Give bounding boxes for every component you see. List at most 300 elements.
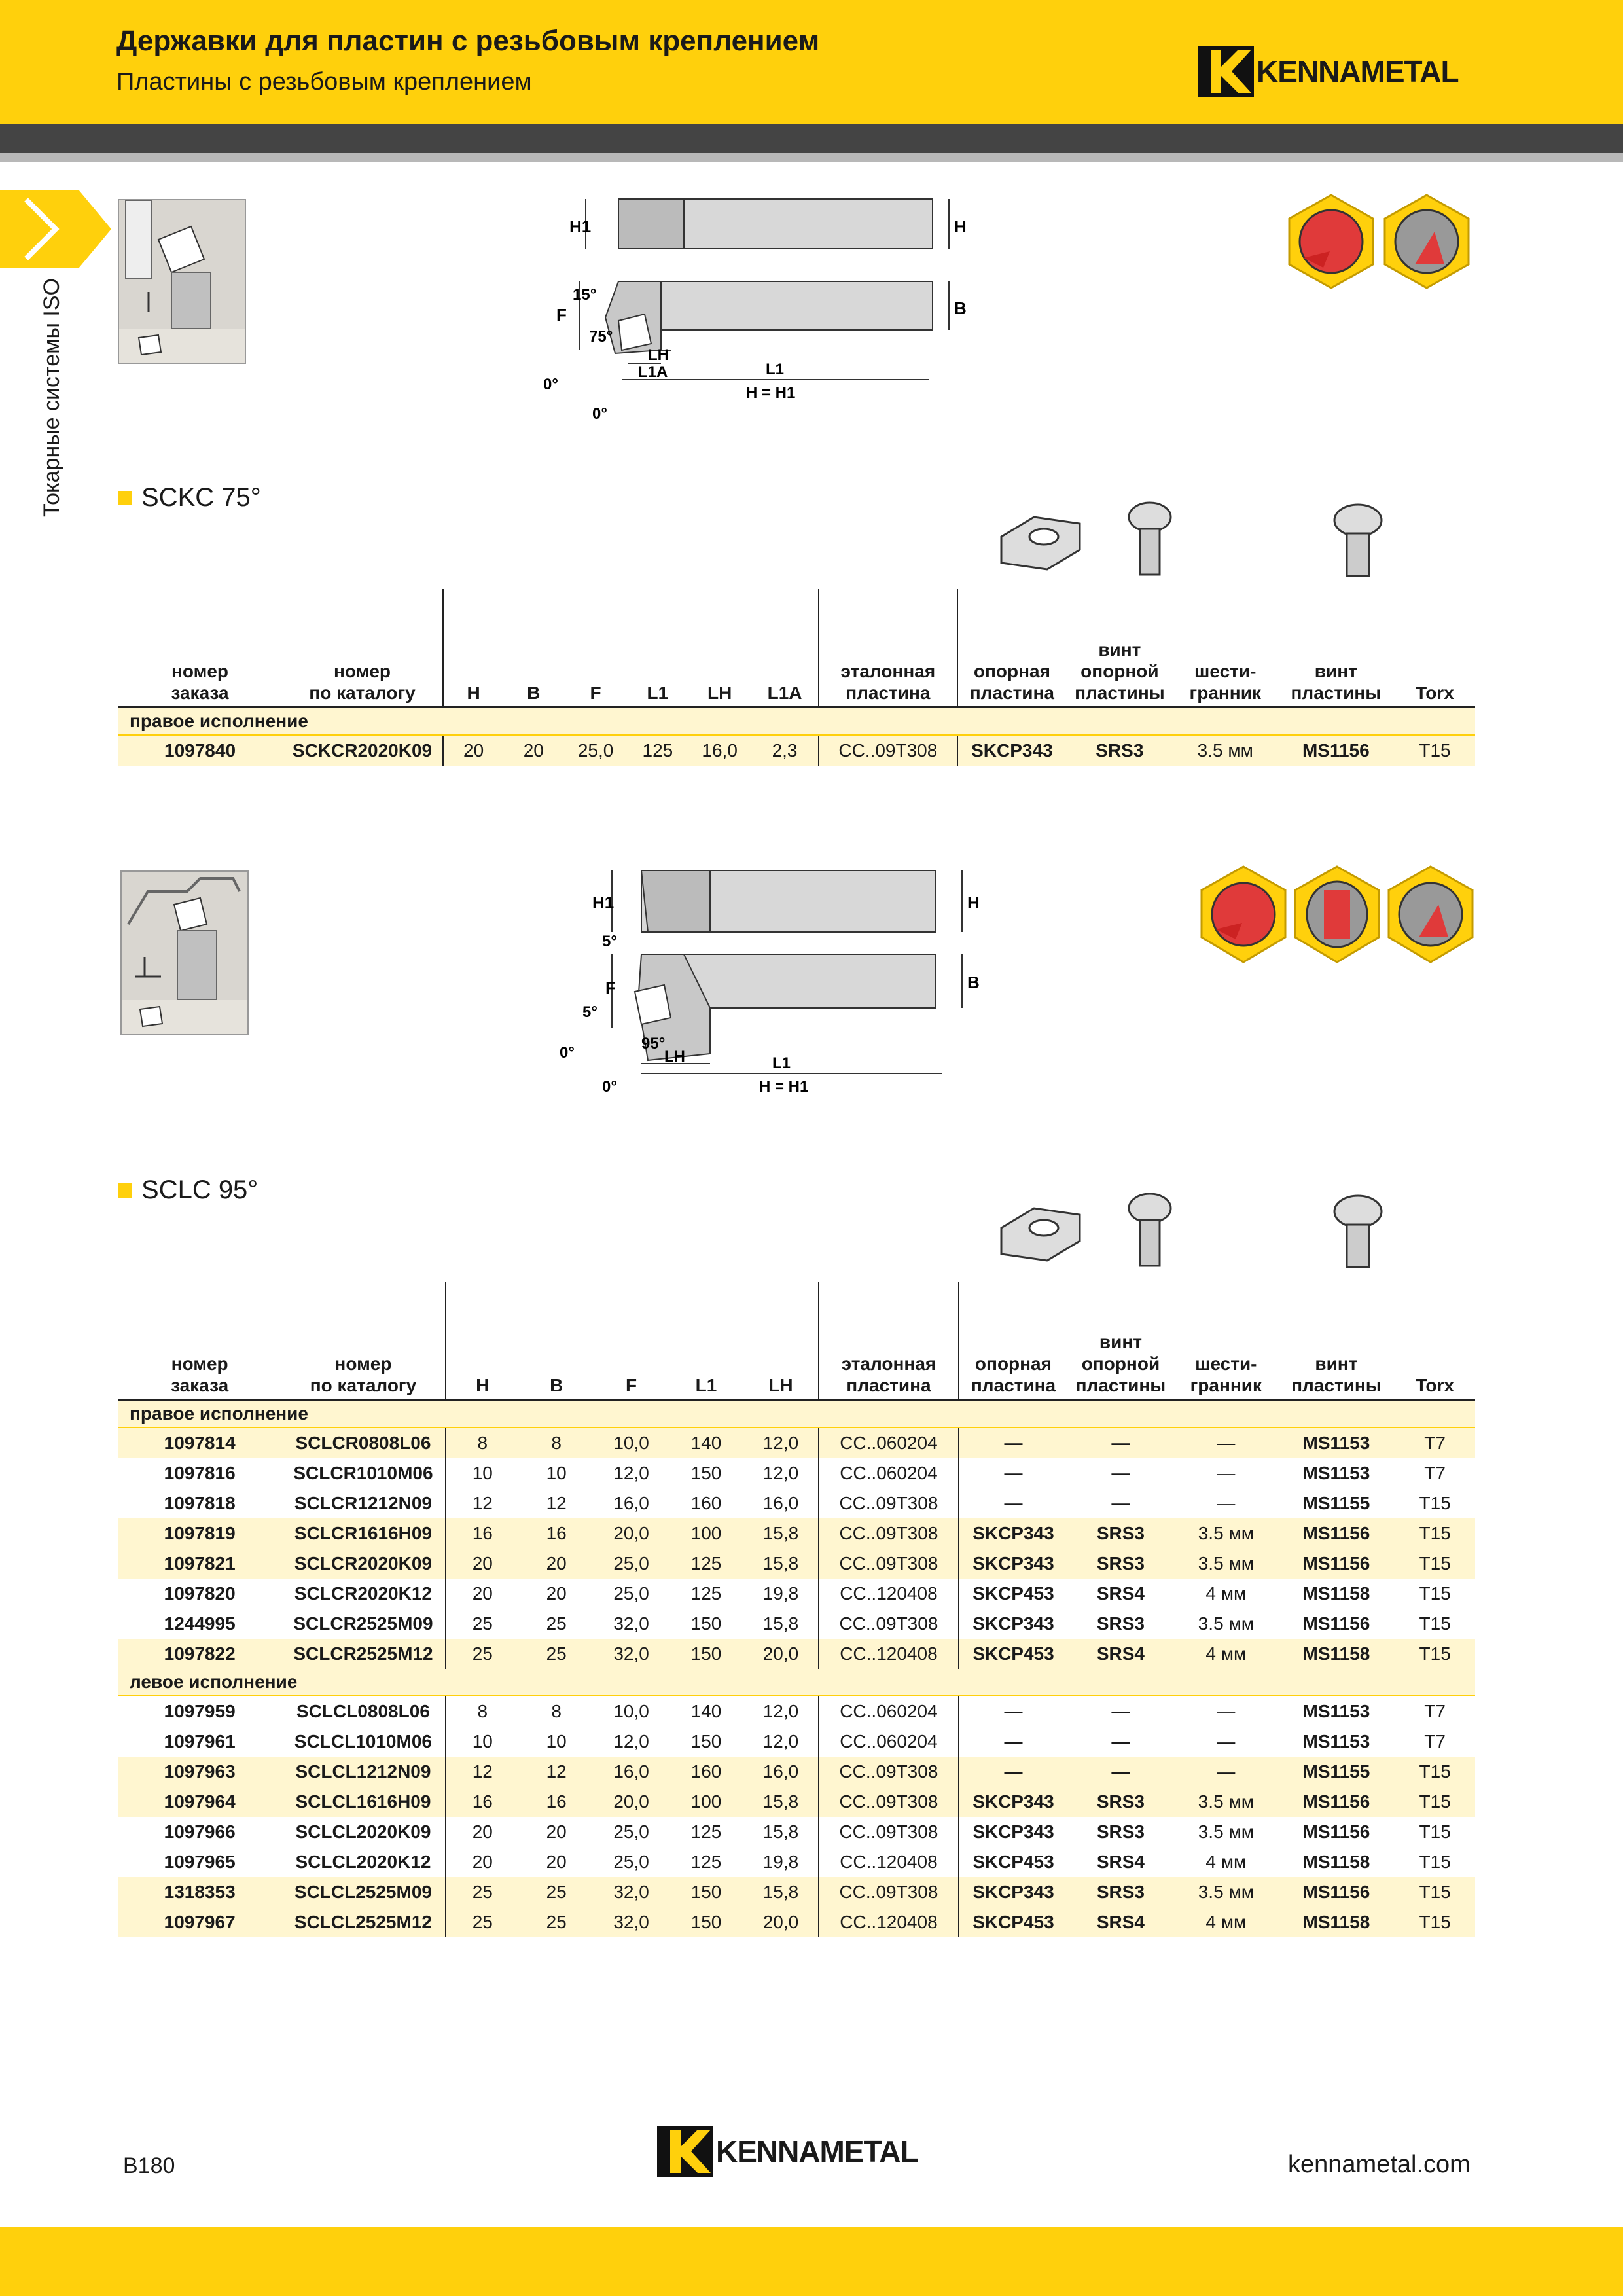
header-dark-band (0, 124, 1623, 153)
cell-B: 10 (546, 1462, 567, 1483)
cell-screw: MS1158 (1302, 1583, 1370, 1604)
col2-hex: шести- гранник (1174, 1282, 1277, 1399)
cell-catalog: SCLCR2020K09 (281, 1549, 445, 1579)
cell-hex: 4 мм (1205, 1583, 1247, 1604)
dim-label-h-eq-h1: H = H1 (746, 384, 796, 402)
operation-icons-1 (1284, 192, 1474, 291)
cell-ref: CC..120408 (819, 1907, 959, 1937)
cell-F: 25,0 (613, 1583, 649, 1604)
cell-H: 20 (446, 1549, 519, 1579)
cell-H: 25 (446, 1639, 519, 1669)
cell-torx: T15 (1395, 1877, 1475, 1907)
header-light-band (0, 153, 1623, 162)
col2-shim: опорная пластина (959, 1282, 1067, 1399)
cell-order: 1097959 (118, 1696, 281, 1727)
cell-catalog: SCKCR2020K09 (282, 735, 443, 766)
col-order-no: номер заказа (118, 589, 282, 707)
dim-label-75deg: 75° (589, 328, 613, 346)
cell-L1: 150 (669, 1907, 743, 1937)
tool-application-thumbnail-2 (120, 870, 249, 1035)
dim2-label-h: H (967, 893, 980, 912)
operation-icons-2 (1196, 864, 1478, 965)
col-l1: L1 (628, 589, 688, 707)
cell-H: 20 (446, 1817, 519, 1847)
table-row (118, 1817, 1475, 1847)
cell-order: 1097963 (118, 1757, 281, 1787)
cell-shim: SKCP343 (959, 1787, 1067, 1817)
shim-icon-2 (1001, 1208, 1080, 1261)
page-subtitle: Пластины с резьбовым креплением (116, 68, 532, 96)
cell-screw: MS1156 (1302, 1613, 1370, 1634)
cell-L1: 150 (669, 1877, 743, 1907)
insert-screw-icon (1334, 505, 1382, 576)
cell-LH: 16,0 (743, 1757, 818, 1787)
cell-catalog: SCLCR2020K12 (294, 1583, 432, 1604)
cell-L1: 160 (669, 1757, 743, 1787)
cell-H: 25 (446, 1907, 519, 1937)
header-logo (1198, 46, 1459, 97)
cell-shim: SKCP453 (959, 1579, 1067, 1609)
profiling-operation-icon (1295, 867, 1379, 962)
cell-catalog: SCLCL1212N09 (281, 1757, 445, 1787)
col2-f: F (594, 1282, 668, 1399)
cell-H: 20 (443, 735, 503, 766)
cell-hex: — (1174, 1427, 1277, 1458)
cell-F: 25,0 (613, 1821, 649, 1842)
table-row (118, 1847, 1475, 1877)
dim-label-l1a: L1A (638, 363, 668, 381)
section-title-text: SCKC 75° (141, 483, 261, 512)
insert-screw-icon-2 (1334, 1196, 1382, 1267)
cell-F: 20,0 (594, 1518, 668, 1549)
cell-screw: MS1156 (1278, 1518, 1395, 1549)
col-h: H (443, 589, 503, 707)
cell-B: 25 (546, 1613, 567, 1634)
cell-catalog: SCLCL2020K09 (295, 1821, 431, 1842)
cell-LH: 20,0 (743, 1639, 818, 1669)
cell-order: 1318353 (118, 1877, 281, 1907)
cell-screw: MS1156 (1277, 735, 1395, 766)
cell-B: 20 (503, 735, 563, 766)
cell-H: 25 (446, 1609, 519, 1639)
dim2-label-f: F (605, 978, 616, 997)
cell-torx: T7 (1424, 1462, 1446, 1483)
cell-ref: CC..09T308 (819, 735, 957, 766)
cell-F: 16,0 (613, 1492, 649, 1513)
dim2-label-5deg-b: 5° (582, 1003, 597, 1021)
table-row (118, 1757, 1475, 1787)
col2-h: H (446, 1282, 519, 1399)
cell-B: 20 (546, 1851, 567, 1872)
shim-screw-icon (1129, 503, 1171, 575)
cell-B: 25 (519, 1907, 594, 1937)
cell-hex: — (1217, 1462, 1236, 1483)
table-row (118, 1427, 1475, 1458)
cell-ref: CC..120408 (819, 1579, 959, 1609)
kennametal-footer-logo-icon (657, 2126, 713, 2177)
cell-LH: 16,0 (688, 735, 751, 766)
cell-F: 20,0 (594, 1787, 668, 1817)
cell-order: 1097965 (164, 1851, 236, 1872)
cell-screw: MS1158 (1302, 1851, 1370, 1872)
cell-shim-screw: — (1111, 1462, 1130, 1483)
cell-torx: T15 (1395, 735, 1475, 766)
cell-shim-screw: — (1111, 1731, 1130, 1751)
cell-hex: 4 мм (1174, 1907, 1277, 1937)
cell-shim: SKCP343 (959, 1549, 1067, 1579)
cell-hex: 3.5 мм (1174, 1549, 1277, 1579)
cell-ref: CC..09T308 (819, 1609, 959, 1639)
section-title-text-2: SCLC 95° (141, 1175, 259, 1204)
dim2-label-b: B (967, 973, 980, 992)
table-row (118, 1458, 1475, 1488)
col-torx: Torx (1395, 589, 1475, 707)
cell-shim-screw: SRS3 (1067, 1877, 1174, 1907)
col2-lh: LH (743, 1282, 818, 1399)
cell-screw: MS1158 (1278, 1639, 1395, 1669)
dim-label-f: F (556, 305, 567, 325)
cell-LH: 15,8 (743, 1787, 818, 1817)
cell-LH: 15,8 (743, 1877, 818, 1907)
dim2-label-95deg: 95° (641, 1035, 666, 1052)
cell-hex: 3.5 мм (1174, 1877, 1277, 1907)
cell-catalog: SCLCR0808L06 (281, 1427, 445, 1458)
cell-shim-screw: SRS3 (1096, 1821, 1145, 1842)
group-label: левое исполнение (118, 1669, 1475, 1696)
cell-F: 10,0 (594, 1427, 668, 1458)
side-section-label: Токарные системы ISO (39, 278, 64, 517)
spec-table-sckc (118, 589, 1475, 766)
cell-ref: CC..09T308 (819, 1549, 959, 1579)
col-l1a: L1A (751, 589, 818, 707)
col2-torx: Torx (1395, 1282, 1475, 1399)
cell-shim-screw: — (1067, 1757, 1174, 1787)
group-label: правое исполнение (118, 1399, 1475, 1427)
cell-ref: CC..09T308 (819, 1488, 959, 1518)
cell-H: 8 (446, 1696, 519, 1727)
part-icons-2 (995, 1189, 1440, 1274)
col-catalog-no: номер по каталогу (282, 589, 443, 707)
cell-LH: 12,0 (743, 1696, 818, 1727)
cell-shim-screw: SRS3 (1096, 1613, 1145, 1634)
shim-screw-icon-2 (1129, 1194, 1171, 1266)
cell-ref: CC..09T308 (819, 1877, 959, 1907)
cell-L1: 125 (690, 1583, 722, 1604)
col-shim-screw: винт опорной пластины (1066, 589, 1173, 707)
logo-text: KENNAMETAL (1257, 54, 1459, 88)
cell-torx: T15 (1395, 1787, 1475, 1817)
table-row (118, 735, 1475, 766)
cell-B: 20 (519, 1549, 594, 1579)
cell-hex: 4 мм (1174, 1639, 1277, 1669)
col2-order-no: номер заказа (118, 1282, 281, 1399)
cell-catalog: SCLCR1010M06 (293, 1462, 433, 1483)
table-row (118, 1727, 1475, 1757)
cell-hex: 3.5 мм (1173, 735, 1277, 766)
dim2-label-l1: L1 (772, 1054, 791, 1072)
dim-label-0deg-a: 0° (543, 376, 558, 393)
cell-order: 1097819 (118, 1518, 281, 1549)
dim-label-b: B (954, 298, 967, 318)
col2-ref-insert: эталонная пластина (819, 1282, 959, 1399)
cell-torx: T15 (1395, 1549, 1475, 1579)
cell-torx: T15 (1419, 1851, 1451, 1872)
tool-dimension-diagram-2 (537, 857, 982, 1100)
col-ref-insert: эталонная пластина (819, 589, 957, 707)
turning-operation-icon-2 (1389, 867, 1472, 962)
col-shim: опорная пластина (957, 589, 1066, 707)
cell-order: 1097821 (118, 1549, 281, 1579)
table-body-sckc (118, 707, 1475, 766)
col-f: F (563, 589, 627, 707)
cell-H: 25 (446, 1877, 519, 1907)
cell-catalog: SCLCL2525M12 (281, 1907, 445, 1937)
cell-ref: CC..060204 (819, 1727, 959, 1757)
section-marker-icon-2 (118, 1183, 132, 1198)
cell-H: 10 (446, 1727, 519, 1757)
cell-L1: 150 (669, 1639, 743, 1669)
cell-hex: 3.5 мм (1174, 1787, 1277, 1817)
table-row (118, 1696, 1475, 1727)
cell-torx: T15 (1419, 1492, 1451, 1513)
cell-LH: 15,8 (743, 1549, 818, 1579)
cell-B: 8 (519, 1427, 594, 1458)
cell-shim: — (959, 1696, 1067, 1727)
cell-screw: MS1153 (1302, 1731, 1370, 1751)
cell-hex: 4 мм (1205, 1851, 1247, 1872)
cell-screw: MS1155 (1302, 1492, 1370, 1513)
cell-torx: T15 (1395, 1757, 1475, 1787)
cell-torx: T15 (1419, 1613, 1451, 1634)
cell-L1: 150 (690, 1613, 722, 1634)
cell-torx: T15 (1419, 1821, 1451, 1842)
cell-catalog: SCLCL0808L06 (281, 1696, 445, 1727)
website-link[interactable]: kennametal.com (1288, 2151, 1471, 2178)
cell-order: 1097814 (118, 1427, 281, 1458)
cell-shim-screw: SRS3 (1067, 1549, 1174, 1579)
cell-torx: T7 (1424, 1731, 1446, 1751)
cell-torx: T7 (1395, 1427, 1475, 1458)
cell-screw: MS1156 (1278, 1877, 1395, 1907)
cell-screw: MS1156 (1278, 1549, 1395, 1579)
cell-hex: — (1217, 1492, 1236, 1513)
cell-LH: 12,0 (762, 1731, 799, 1751)
table-row (118, 1579, 1475, 1609)
cell-screw: MS1153 (1278, 1696, 1395, 1727)
table-row (118, 1518, 1475, 1549)
cell-shim-screw: SRS4 (1096, 1851, 1145, 1872)
cell-order: 1097967 (118, 1907, 281, 1937)
cell-order: 1097964 (118, 1787, 281, 1817)
cell-shim: SKCP343 (959, 1877, 1067, 1907)
cell-hex: — (1174, 1757, 1277, 1787)
dim2-label-5deg-a: 5° (602, 933, 617, 950)
cell-torx: T7 (1395, 1696, 1475, 1727)
cell-catalog: SCLCL1010M06 (294, 1731, 432, 1751)
cell-B: 10 (546, 1731, 567, 1751)
cell-torx: T15 (1419, 1583, 1451, 1604)
cell-B: 8 (519, 1696, 594, 1727)
footer-logo-text: KENNAMETAL (716, 2134, 918, 2168)
cell-B: 25 (519, 1639, 594, 1669)
cell-shim: — (959, 1757, 1067, 1787)
cell-shim: SKCP453 (959, 1907, 1067, 1937)
dim-label-l1: L1 (766, 361, 785, 378)
cell-L1: 125 (628, 735, 688, 766)
cell-ref: CC..120408 (819, 1639, 959, 1669)
cell-shim: — (959, 1727, 1067, 1757)
cell-F: 25,0 (594, 1549, 668, 1579)
cell-hex: — (1217, 1731, 1236, 1751)
dim-label-h: H (954, 217, 967, 236)
cell-shim: SKCP343 (959, 1609, 1067, 1639)
dim2-label-lh: LH (664, 1048, 685, 1066)
cell-shim-screw: — (1067, 1427, 1174, 1458)
cell-LH: 20,0 (743, 1907, 818, 1937)
cell-L1: 140 (669, 1696, 743, 1727)
cell-order: 1244995 (164, 1613, 236, 1634)
cell-L1: 140 (669, 1427, 743, 1458)
cell-F: 25,0 (563, 735, 627, 766)
turning-operation-icon (1385, 195, 1469, 288)
cell-F: 25,0 (613, 1851, 649, 1872)
dim-label-h1: H1 (569, 217, 592, 236)
kennametal-logo-icon (1198, 46, 1254, 97)
table-body-sclc (118, 1399, 1475, 1937)
table-row (118, 1639, 1475, 1669)
col2-shim-screw: винт опорной пластины (1067, 1282, 1174, 1399)
cell-B: 20 (546, 1821, 567, 1842)
cell-F: 32,0 (594, 1877, 668, 1907)
col-hex: шести- гранник (1173, 589, 1277, 707)
chevron-right-icon (0, 190, 111, 268)
footer-logo (657, 2126, 918, 2177)
dim2-label-0deg-a: 0° (560, 1044, 575, 1062)
cell-L1: 100 (669, 1787, 743, 1817)
cell-L1: 125 (690, 1821, 722, 1842)
cell-ref: CC..09T308 (819, 1757, 959, 1787)
tool-sketch-icon (119, 200, 245, 363)
cell-screw: MS1156 (1302, 1821, 1370, 1842)
cell-order: 1097818 (164, 1492, 236, 1513)
cell-order: 1097820 (164, 1583, 236, 1604)
col-insert-screw: винт пластины (1277, 589, 1395, 707)
cell-order: 1097840 (118, 735, 282, 766)
cell-order: 1097961 (164, 1731, 236, 1751)
cell-F: 32,0 (594, 1639, 668, 1669)
group-header-row (118, 1399, 1475, 1427)
col-lh: LH (688, 589, 751, 707)
col2-catalog-no: номер по каталогу (281, 1282, 445, 1399)
cell-hex: 3.5 мм (1198, 1821, 1254, 1842)
cell-catalog: SCLCR2525M12 (281, 1639, 445, 1669)
cell-order: 1097822 (118, 1639, 281, 1669)
cell-screw: MS1153 (1278, 1427, 1395, 1458)
cell-H: 20 (446, 1847, 519, 1877)
dim2-label-h1: H1 (592, 893, 615, 912)
cell-ref: CC..09T308 (819, 1817, 959, 1847)
cell-catalog: SCLCR1616H09 (281, 1518, 445, 1549)
cell-screw: MS1158 (1278, 1907, 1395, 1937)
cell-shim-screw: SRS3 (1067, 1518, 1174, 1549)
cell-LH: 15,8 (743, 1518, 818, 1549)
section-marker-icon (118, 491, 132, 505)
table-row (118, 1488, 1475, 1518)
cell-shim-screw: — (1111, 1492, 1130, 1513)
cell-catalog: SCLCL2020K12 (295, 1851, 431, 1872)
cell-torx: T15 (1395, 1518, 1475, 1549)
col2-l1: L1 (669, 1282, 743, 1399)
cell-F: 16,0 (594, 1757, 668, 1787)
cell-B: 25 (519, 1877, 594, 1907)
cell-screw: MS1156 (1278, 1787, 1395, 1817)
table-row (118, 1907, 1475, 1937)
cell-ref: CC..060204 (819, 1427, 959, 1458)
cell-H: 20 (446, 1579, 519, 1609)
group-header-row (118, 707, 1475, 735)
col-b: B (503, 589, 563, 707)
cell-LH: 16,0 (762, 1492, 799, 1513)
cell-shim-screw: — (1067, 1696, 1174, 1727)
table-row (118, 1549, 1475, 1579)
group-header-row (118, 1669, 1475, 1696)
cell-H: 10 (446, 1458, 519, 1488)
cell-catalog: SCLCR2525M09 (293, 1613, 433, 1634)
cell-shim-screw: SRS4 (1096, 1583, 1145, 1604)
cell-shim: — (959, 1458, 1067, 1488)
cell-shim: SKCP453 (959, 1847, 1067, 1877)
cell-ref: CC..09T308 (819, 1518, 959, 1549)
cell-ref: CC..060204 (819, 1458, 959, 1488)
cell-LH: 15,8 (762, 1821, 799, 1842)
cell-shim-screw: SRS3 (1067, 1787, 1174, 1817)
dim-label-lh: LH (648, 346, 669, 364)
cell-LH: 12,0 (762, 1462, 799, 1483)
dim-label-0deg-b: 0° (592, 405, 607, 423)
cell-L1A: 2,3 (751, 735, 818, 766)
cell-shim: SKCP343 (957, 735, 1066, 766)
cell-LH: 19,8 (762, 1851, 799, 1872)
part-icons-1 (995, 497, 1440, 583)
cell-catalog: SCLCR1212N09 (294, 1492, 432, 1513)
tool-dimension-diagram-1 (530, 190, 975, 432)
dim2-label-h-eq-h1: H = H1 (759, 1078, 809, 1096)
group-label: правое исполнение (118, 707, 1475, 735)
cell-H: 8 (446, 1427, 519, 1458)
cell-shim-screw: SRS4 (1067, 1639, 1174, 1669)
page-number: B180 (123, 2153, 175, 2178)
cell-F: 10,0 (594, 1696, 668, 1727)
cell-order: 1097816 (164, 1462, 236, 1483)
cell-shim: SKCP453 (959, 1639, 1067, 1669)
dim2-label-0deg-b: 0° (602, 1078, 617, 1096)
cell-B: 12 (546, 1492, 567, 1513)
cell-F: 12,0 (613, 1731, 649, 1751)
cell-order: 1097966 (164, 1821, 236, 1842)
cell-LH: 15,8 (762, 1613, 799, 1634)
cell-shim: — (959, 1427, 1067, 1458)
cell-LH: 12,0 (743, 1427, 818, 1458)
cell-H: 16 (446, 1787, 519, 1817)
shim-icon (1001, 517, 1080, 569)
table-row (118, 1877, 1475, 1907)
col2-b: B (519, 1282, 594, 1399)
cell-H: 12 (446, 1757, 519, 1787)
cell-L1: 125 (690, 1851, 722, 1872)
footer-band (0, 2227, 1623, 2296)
cell-hex: — (1174, 1696, 1277, 1727)
cell-L1: 150 (690, 1731, 722, 1751)
